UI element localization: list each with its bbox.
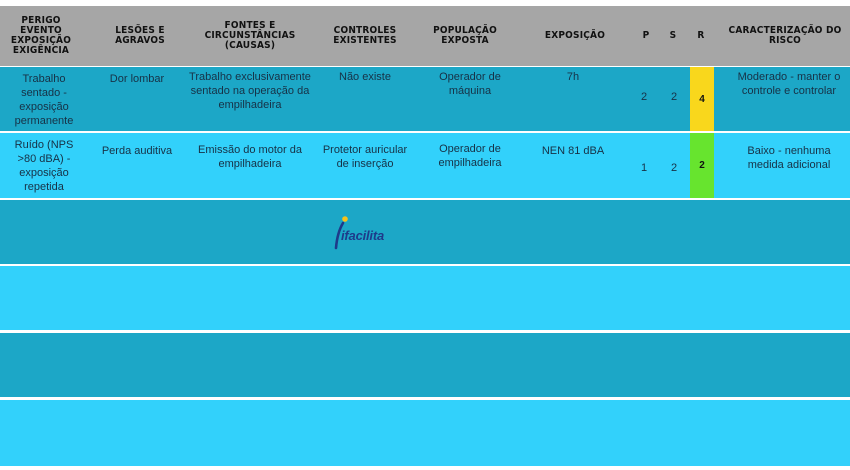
cell-caracterizacao: Moderado - manter o controle e controlar (737, 71, 841, 97)
ifacilita-logo (333, 214, 403, 254)
cell-perigo: Ruído (NPS >80 dBA) - exposição repetida (14, 139, 74, 193)
risk-badge: 2 (690, 133, 714, 198)
cell-p: 1 (640, 162, 648, 174)
empty-row (0, 200, 850, 264)
header-r: R (697, 30, 705, 41)
cell-lesoes: Dor lombar (109, 73, 165, 85)
header-caracterizacao: CARACTERIZAÇÃO DO RISCO (728, 25, 842, 46)
header-populacao: POPULAÇÃO EXPOSTA (433, 25, 497, 46)
table-header (0, 6, 850, 66)
cell-populacao: Operador de empilhadeira (438, 143, 502, 169)
header-fontes: FONTES E CIRCUNSTÂNCIAS (CAUSAS) (204, 20, 296, 51)
empty-row (0, 266, 850, 330)
cell-perigo: Trabalho sentado - exposição permanente (14, 73, 74, 127)
header-p: P (642, 30, 650, 41)
header-lesoes: LESÕES E AGRAVOS (115, 25, 165, 46)
cell-controles: Protetor auricular de inserção (322, 144, 408, 170)
cell-s: 2 (670, 162, 678, 174)
header-exposicao: EXPOSIÇÃO (544, 30, 606, 41)
table-row (0, 133, 850, 198)
empty-row (0, 333, 850, 397)
cell-fontes: Emissão do motor da empilhadeira (198, 144, 302, 170)
cell-controles: Não existe (339, 71, 391, 83)
cell-fontes: Trabalho exclusivamente sentado na operação da empilhadeira (189, 71, 311, 111)
header-controles: CONTROLES EXISTENTES (333, 25, 397, 46)
cell-p: 2 (640, 91, 648, 103)
header-s: S (669, 30, 677, 41)
table-row (0, 67, 850, 131)
header-perigo: PERIGO EVENTO EXPOSIÇÃO EXIGÊNCIA (10, 15, 72, 56)
cell-exposicao: NEN 81 dBA (541, 145, 605, 157)
empty-row (0, 400, 850, 466)
cell-caracterizacao: Baixo - nenhuma medida adicional (747, 145, 831, 171)
risk-badge: 4 (690, 67, 714, 131)
cell-exposicao: 7h (566, 71, 580, 83)
cell-s: 2 (670, 91, 678, 103)
cell-populacao: Operador de máquina (439, 71, 501, 97)
logo-text: ifacilita (341, 228, 384, 243)
cell-lesoes: Perda auditiva (101, 145, 173, 157)
